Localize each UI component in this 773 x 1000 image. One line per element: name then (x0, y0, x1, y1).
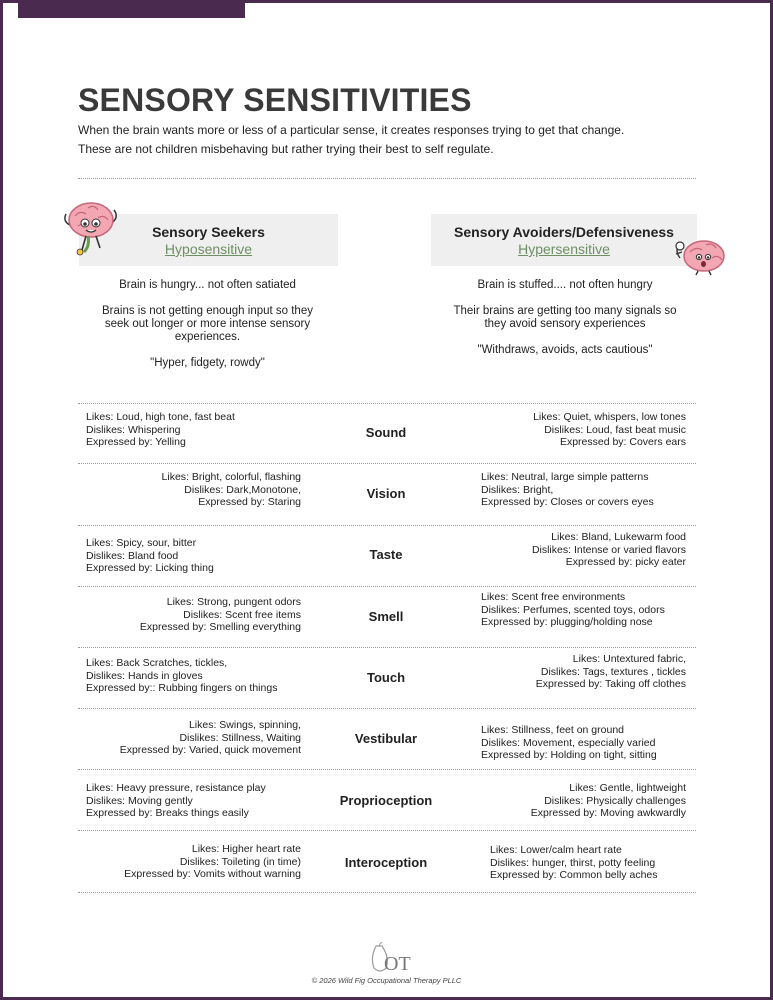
divider (78, 178, 696, 179)
brain-avoider-mascot-icon (672, 236, 730, 276)
sense-label: Taste (369, 547, 403, 562)
avoider-expressed: Expressed by: plugging/holding nose (481, 616, 653, 628)
sense-row-sound (78, 403, 696, 464)
seeker-cell (86, 657, 301, 695)
seeker-cell (86, 843, 301, 881)
avoider-cell (481, 653, 686, 691)
avoiders-title: Sensory Avoiders/Defensiveness (454, 224, 674, 240)
avoider-cell (481, 531, 686, 569)
avoider-cell (481, 471, 686, 509)
avoider-likes: Likes: Scent free environments (481, 591, 626, 603)
sense-label: Interoception (344, 855, 428, 870)
sense-label: Touch (366, 670, 406, 685)
seeker-likes: Likes: Bright, colorful, flashing (161, 471, 301, 483)
seekers-subtitle: Hyposensitive (164, 241, 253, 257)
seeker-dislikes: Dislikes: Toileting (in time) (179, 855, 301, 868)
seeker-dislikes: Dislikes: Bland food (86, 549, 179, 562)
avoider-cell (481, 411, 686, 449)
avoiders-description (450, 279, 680, 370)
avoider-cell (481, 724, 686, 762)
avoider-likes: Likes: Untextured fabric, (572, 653, 686, 665)
copyright-text: © 2026 Wild Fig Occupational Therapy PLLC (311, 976, 462, 985)
avoider-expressed: Expressed by: Common belly aches (490, 869, 658, 881)
seeker-dislikes: Dislikes: Scent free items (183, 608, 301, 621)
seeker-dislikes: Dislikes: Dark,Monotone, (184, 483, 301, 496)
seeker-dislikes: Dislikes: Stillness, Waiting (179, 731, 301, 744)
avoider-expressed: Expressed by: Taking off clothes (535, 678, 686, 690)
seeker-expressed: Expressed by: Yelling (86, 436, 186, 448)
avoider-likes: Likes: Lower/calm heart rate (490, 844, 622, 856)
sense-row-vision (78, 465, 696, 526)
intro-line-2: These are not children misbehaving but rather trying their best to self regulate. (78, 142, 494, 156)
seekers-desc-3: "Hyper, fidgety, rowdy" (150, 357, 265, 369)
sense-label: Proprioception (339, 793, 433, 808)
seeker-dislikes: Dislikes: Hands in gloves (86, 669, 203, 682)
logo-text: OT (384, 953, 411, 975)
sense-label: Vestibular (354, 731, 418, 746)
seeker-expressed: Expressed by:: Rubbing fingers on things (86, 682, 278, 694)
avoider-likes: Likes: Quiet, whispers, low tones (533, 411, 686, 423)
avoiders-header (431, 214, 697, 266)
seeker-cell (86, 537, 301, 575)
avoider-cell (490, 844, 695, 882)
header-tab-bar (18, 0, 245, 18)
seeker-expressed: Expressed by: Breaks things easily (86, 807, 249, 819)
seeker-cell (86, 411, 301, 449)
seeker-likes: Likes: Loud, high tone, fast beat (86, 411, 235, 423)
avoider-dislikes: Dislikes: Perfumes, scented toys, odors (481, 603, 665, 616)
intro-text (78, 121, 718, 159)
seeker-likes: Likes: Spicy, sour, bitter (86, 537, 197, 549)
avoider-dislikes: Dislikes: Tags, textures , tickles (540, 665, 686, 678)
avoiders-desc-3: "Withdraws, avoids, acts cautious" (477, 344, 653, 356)
seekers-description (90, 279, 325, 383)
avoiders-subtitle: Hypersensitive (518, 241, 610, 257)
avoider-dislikes: Dislikes: Loud, fast beat music (544, 423, 686, 436)
intro-line-1: When the brain wants more or less of a particular sense, it creates responses trying to get that change. (78, 123, 625, 137)
wild-fig-logo-icon (362, 942, 412, 976)
avoider-expressed: Expressed by: Closes or covers eyes (481, 496, 654, 508)
avoider-dislikes: Dislikes: hunger, thirst, potty feeling (490, 856, 656, 869)
avoiders-desc-1: Brain is stuffed.... not often hungry (477, 279, 653, 291)
seeker-expressed: Expressed by: Staring (198, 496, 301, 508)
avoider-dislikes: Dislikes: Intense or varied flavors (531, 543, 686, 556)
sense-label: Vision (366, 486, 406, 501)
sense-row-smell (78, 587, 696, 648)
sense-row-interoception (78, 832, 696, 893)
sense-label: Smell (368, 609, 404, 624)
seeker-cell (86, 471, 301, 509)
sense-row-proprioception (78, 770, 696, 831)
page-title: SENSORY SENSITIVITIES (78, 82, 472, 118)
seeker-cell (86, 782, 301, 820)
avoider-cell (481, 591, 686, 629)
seeker-dislikes: Dislikes: Moving gently (86, 794, 193, 807)
avoider-likes: Likes: Neutral, large simple patterns (481, 471, 649, 483)
seekers-desc-1: Brain is hungry... not often satiated (119, 279, 296, 291)
seeker-likes: Likes: Strong, pungent odors (166, 596, 301, 608)
avoiders-desc-2: Their brains are getting too many signals so they avoid sensory experiences (453, 305, 677, 330)
seeker-dislikes: Dislikes: Whispering (86, 423, 181, 436)
avoider-likes: Likes: Stillness, feet on ground (481, 724, 625, 736)
avoider-dislikes: Dislikes: Bright, (481, 483, 554, 496)
avoider-expressed: Expressed by: Covers ears (559, 436, 686, 448)
seeker-expressed: Expressed by: Vomits without warning (124, 868, 301, 880)
sense-label: Sound (365, 425, 407, 440)
sense-row-taste (78, 526, 696, 587)
avoider-expressed: Expressed by: picky eater (565, 556, 686, 568)
avoider-dislikes: Dislikes: Movement, especially varied (481, 736, 656, 749)
avoider-cell (481, 782, 686, 820)
seeker-likes: Likes: Higher heart rate (191, 843, 301, 855)
seeker-expressed: Expressed by: Smelling everything (139, 621, 301, 633)
seeker-likes: Likes: Heavy pressure, resistance play (86, 782, 266, 794)
seeker-cell (86, 596, 301, 634)
avoider-expressed: Expressed by: Holding on tight, sitting (481, 749, 657, 761)
brain-seeker-mascot-icon (58, 196, 124, 258)
avoider-expressed: Expressed by: Moving awkwardly (530, 807, 686, 819)
avoider-likes: Likes: Gentle, lightweight (569, 782, 686, 794)
seekers-title: Sensory Seekers (152, 224, 265, 240)
seekers-desc-2: Brains is not getting enough input so they seek out longer or more intense sensory experiences. (102, 305, 313, 343)
seeker-expressed: Expressed by: Varied, quick movement (119, 744, 301, 756)
seeker-likes: Likes: Swings, spinning, (188, 719, 301, 731)
sense-row-vestibular (78, 709, 696, 770)
avoider-dislikes: Dislikes: Physically challenges (544, 794, 686, 807)
avoider-likes: Likes: Bland, Lukewarm food (551, 531, 686, 543)
seeker-expressed: Expressed by: Licking thing (86, 562, 214, 574)
seeker-cell (86, 719, 301, 757)
seeker-likes: Likes: Back Scratches, tickles, (86, 657, 228, 669)
sense-row-touch (78, 648, 696, 709)
